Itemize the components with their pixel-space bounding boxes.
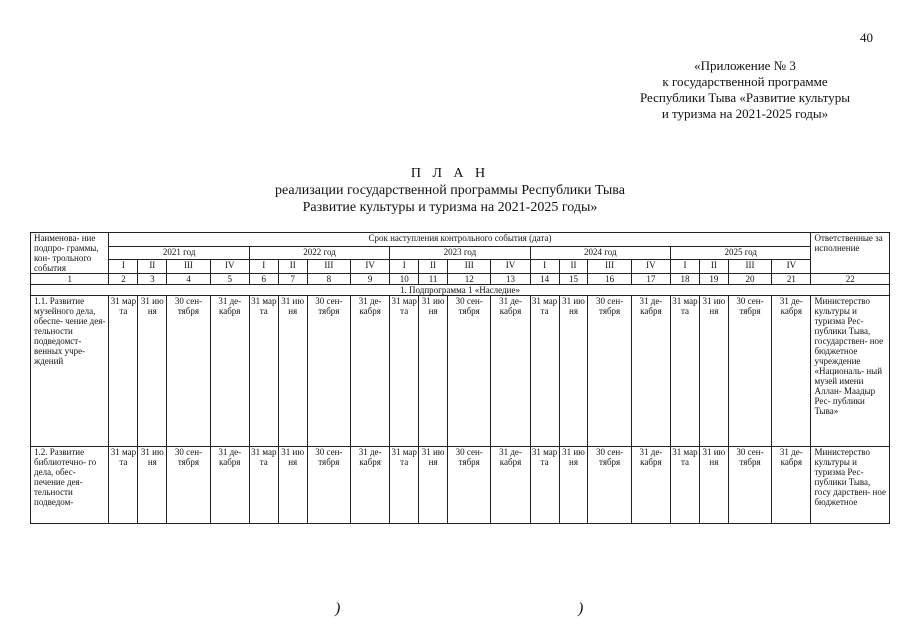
date-cell: 31 ию ня (138, 447, 167, 524)
quarter-header: II (278, 260, 307, 274)
column-number: 18 (671, 274, 700, 285)
quarter-header: I (530, 260, 559, 274)
appendix-header (600, 58, 890, 122)
date-cell: 31 ию ня (278, 296, 307, 447)
date-cell: 31 де- кабря (210, 447, 249, 524)
year-header: 2025 год (671, 246, 811, 260)
header-responsible: Ответственные за исполнение (811, 233, 890, 274)
date-cell: 31 де- кабря (772, 296, 811, 447)
date-cell: 31 ию ня (699, 447, 728, 524)
date-cell: 31 мар та (671, 447, 700, 524)
column-number: 6 (249, 274, 278, 285)
responsible: Министерство культуры и туризма Рес- публики Тыва, государствен- ное бюджетное учреждение «Националь- ный музей имени Аллан- Маадыр Рес- публики Тыва» (811, 296, 890, 447)
header-deadline: Срок наступления контрольного события (дата) (109, 233, 811, 247)
margin-mark-right: ) (578, 600, 584, 617)
date-cell: 30 сен- тября (588, 296, 631, 447)
year-header: 2021 год (109, 246, 249, 260)
column-number: 4 (167, 274, 210, 285)
date-cell: 31 мар та (249, 296, 278, 447)
column-number: 14 (530, 274, 559, 285)
date-cell: 31 ию ня (559, 447, 588, 524)
column-number: 8 (307, 274, 350, 285)
date-cell: 31 ию ня (419, 447, 448, 524)
date-cell: 30 сен- тября (167, 296, 210, 447)
quarter-header: IV (210, 260, 249, 274)
quarter-header: III (728, 260, 771, 274)
column-number: 3 (138, 274, 167, 285)
column-number: 7 (278, 274, 307, 285)
column-number: 9 (351, 274, 390, 285)
column-number: 15 (559, 274, 588, 285)
quarter-header: IV (491, 260, 530, 274)
quarter-header: IV (351, 260, 390, 274)
quarter-header: II (559, 260, 588, 274)
column-number: 1 (31, 274, 109, 285)
year-header: 2022 год (249, 246, 389, 260)
quarter-header: II (699, 260, 728, 274)
column-number: 12 (448, 274, 491, 285)
quarter-header: IV (631, 260, 670, 274)
appendix-line-4: и туризма на 2021-2025 годы» (661, 106, 829, 121)
quarter-header: IV (772, 260, 811, 274)
column-number: 10 (390, 274, 419, 285)
date-cell: 31 де- кабря (631, 296, 670, 447)
date-cell: 31 мар та (109, 296, 138, 447)
quarter-header: II (419, 260, 448, 274)
year-header: 2023 год (390, 246, 530, 260)
date-cell: 31 де- кабря (351, 447, 390, 524)
date-cell: 31 де- кабря (772, 447, 811, 524)
responsible: Министерство культуры и туризма Рес- публики Тыва, госу дарствен- ное бюджетное (811, 447, 890, 524)
column-number: 17 (631, 274, 670, 285)
section-heading: 1. Подпрограмма 1 «Наследие» (31, 285, 890, 296)
date-cell: 31 ию ня (138, 296, 167, 447)
date-cell: 30 сен- тября (167, 447, 210, 524)
quarter-header: I (109, 260, 138, 274)
date-cell: 31 мар та (530, 296, 559, 447)
date-cell: 31 мар та (671, 296, 700, 447)
plan-table (30, 232, 890, 524)
date-cell: 30 сен- тября (307, 296, 350, 447)
date-cell: 30 сен- тября (307, 447, 350, 524)
date-cell: 31 ию ня (419, 296, 448, 447)
date-cell: 30 сен- тября (448, 447, 491, 524)
table-row (31, 296, 890, 447)
quarter-header: I (390, 260, 419, 274)
appendix-line-3: Республики Тыва «Развитие культуры (639, 90, 851, 105)
title-line-3: Развитие культуры и туризма на 2021-2025 годы» (302, 200, 598, 215)
date-cell: 30 сен- тября (588, 447, 631, 524)
date-cell: 31 де- кабря (491, 447, 530, 524)
column-number: 21 (772, 274, 811, 285)
date-cell: 31 мар та (109, 447, 138, 524)
appendix-line-1: «Приложение № 3 (694, 58, 796, 73)
date-cell: 31 ию ня (278, 447, 307, 524)
column-number: 19 (699, 274, 728, 285)
table-row (31, 447, 890, 524)
page-number: 40 (860, 30, 873, 45)
date-cell: 31 де- кабря (210, 296, 249, 447)
date-cell: 30 сен- тября (448, 296, 491, 447)
date-cell: 31 мар та (390, 447, 419, 524)
year-header: 2024 год (530, 246, 670, 260)
date-cell: 31 мар та (530, 447, 559, 524)
header-name: Наименова- ние подпро- граммы, кон- трольного события (31, 233, 109, 274)
quarter-header: III (588, 260, 631, 274)
quarter-header: III (307, 260, 350, 274)
date-cell: 31 де- кабря (351, 296, 390, 447)
column-number: 22 (811, 274, 890, 285)
quarter-header: II (138, 260, 167, 274)
date-cell: 31 мар та (390, 296, 419, 447)
date-cell: 31 мар та (249, 447, 278, 524)
date-cell: 31 де- кабря (491, 296, 530, 447)
column-number: 13 (491, 274, 530, 285)
date-cell: 30 сен- тября (728, 296, 771, 447)
quarter-header: I (671, 260, 700, 274)
date-cell: 31 ию ня (699, 296, 728, 447)
date-cell: 31 ию ня (559, 296, 588, 447)
column-number: 16 (588, 274, 631, 285)
title-plan: П Л А Н (410, 166, 490, 181)
appendix-line-2: к государственной программе (662, 74, 828, 89)
document-title (180, 165, 720, 216)
quarter-header: III (448, 260, 491, 274)
margin-mark-left: ) (335, 600, 341, 617)
quarter-header: III (167, 260, 210, 274)
quarter-header: I (249, 260, 278, 274)
title-line-2: реализации государственной программы Республики Тыва (275, 183, 625, 198)
column-number: 2 (109, 274, 138, 285)
event-name: 1.1. Развитие музейного дела, обеспе- чение дея- тельности подведомст- венных учре- ждений (31, 296, 109, 447)
event-name: 1.2. Развитие библиотечно- го дела, обес- печение дея- тельности подведом- (31, 447, 109, 524)
column-number: 20 (728, 274, 771, 285)
column-number: 5 (210, 274, 249, 285)
column-number: 11 (419, 274, 448, 285)
date-cell: 31 де- кабря (631, 447, 670, 524)
date-cell: 30 сен- тября (728, 447, 771, 524)
